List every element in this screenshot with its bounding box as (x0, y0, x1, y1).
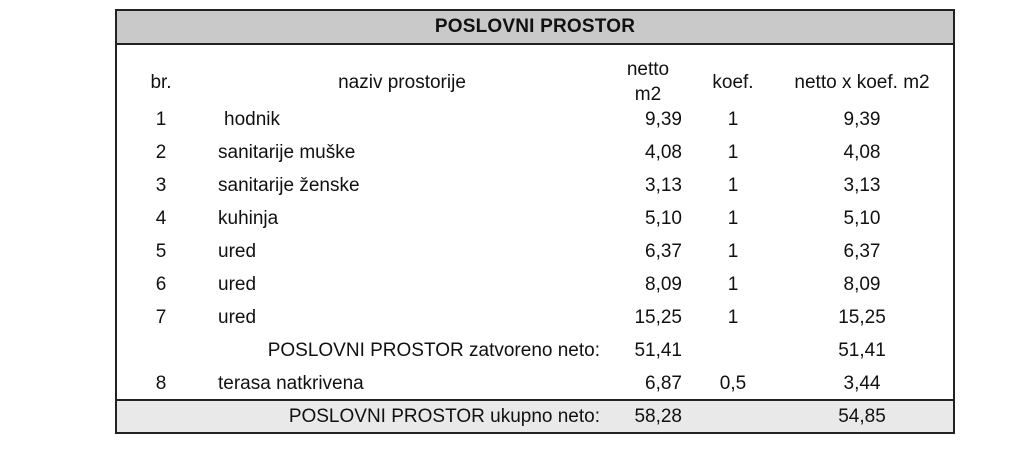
header-netto (612, 57, 684, 107)
cell-br: 2 (155, 142, 167, 163)
cell-naziv: sanitarije ženske (218, 175, 360, 196)
header-br: br. (150, 71, 172, 93)
cell-netto: 9,39 (645, 109, 682, 130)
cell-naziv: sanitarije muške (218, 142, 356, 163)
cell-br: 8 (155, 373, 167, 394)
total-netto-koef: 54,85 (838, 406, 886, 427)
terrace-row (117, 367, 953, 400)
cell-br: 7 (155, 307, 167, 328)
cell-koef: 1 (727, 142, 739, 163)
cell-koef: 1 (727, 274, 739, 295)
table-body (117, 103, 953, 400)
table-row (117, 202, 953, 235)
cell-netto: 4,08 (645, 142, 682, 163)
cell-netto: 15,25 (634, 307, 682, 328)
cell-koef: 0,5 (719, 373, 747, 394)
table-row (117, 268, 953, 301)
header-koef: koef. (712, 71, 754, 93)
cell-br: 3 (155, 175, 167, 196)
cell-naziv: kuhinja (218, 208, 279, 229)
cell-netto: 3,13 (645, 175, 682, 196)
cell-naziv: ured (218, 307, 257, 328)
table-title: POSLOVNI PROSTOR (117, 11, 953, 45)
cell-br: 5 (155, 241, 167, 262)
cell-naziv: ured (218, 241, 257, 262)
cell-koef: 1 (727, 175, 739, 196)
total-row (117, 399, 953, 432)
cell-netto-koef: 3,13 (843, 175, 881, 196)
subtotal-row (117, 334, 953, 367)
table-row (117, 301, 953, 334)
header-naziv: naziv prostorije (338, 71, 466, 93)
cell-br: 1 (155, 109, 167, 130)
cell-koef: 1 (727, 208, 739, 229)
subtotal-netto-koef: 51,41 (838, 340, 886, 361)
cell-netto-koef: 4,08 (843, 142, 881, 163)
cell-netto: 6,87 (645, 373, 682, 394)
cell-naziv: hodnik (224, 109, 280, 130)
table-row (117, 235, 953, 268)
cell-netto: 8,09 (645, 274, 682, 295)
cell-netto-koef: 6,37 (843, 241, 881, 262)
header-netto-line2: m2 (634, 84, 662, 105)
table-row (117, 169, 953, 202)
cell-br: 4 (155, 208, 167, 229)
cell-netto: 6,37 (645, 241, 682, 262)
table-row (117, 103, 953, 136)
cell-netto-koef: 9,39 (843, 109, 881, 130)
subtotal-label: POSLOVNI PROSTOR zatvoreno neto: (267, 340, 600, 361)
total-netto: 58,28 (634, 406, 682, 427)
header-netto-line1: netto (626, 59, 670, 80)
cell-netto-koef: 8,09 (843, 274, 881, 295)
cell-netto: 5,10 (645, 208, 682, 229)
table-row (117, 136, 953, 169)
cell-naziv: ured (218, 274, 257, 295)
header-netto-koef: netto x koef. m2 (794, 71, 930, 93)
cell-naziv: terasa natkrivena (218, 373, 364, 394)
area-table (115, 9, 955, 434)
subtotal-netto: 51,41 (634, 340, 682, 361)
total-label: POSLOVNI PROSTOR ukupno neto: (288, 406, 600, 427)
cell-netto-koef: 15,25 (838, 307, 886, 328)
cell-netto-koef: 3,44 (843, 373, 881, 394)
cell-br: 6 (155, 274, 167, 295)
cell-koef: 1 (727, 307, 739, 328)
cell-koef: 1 (727, 109, 739, 130)
cell-netto-koef: 5,10 (843, 208, 881, 229)
cell-koef: 1 (727, 241, 739, 262)
